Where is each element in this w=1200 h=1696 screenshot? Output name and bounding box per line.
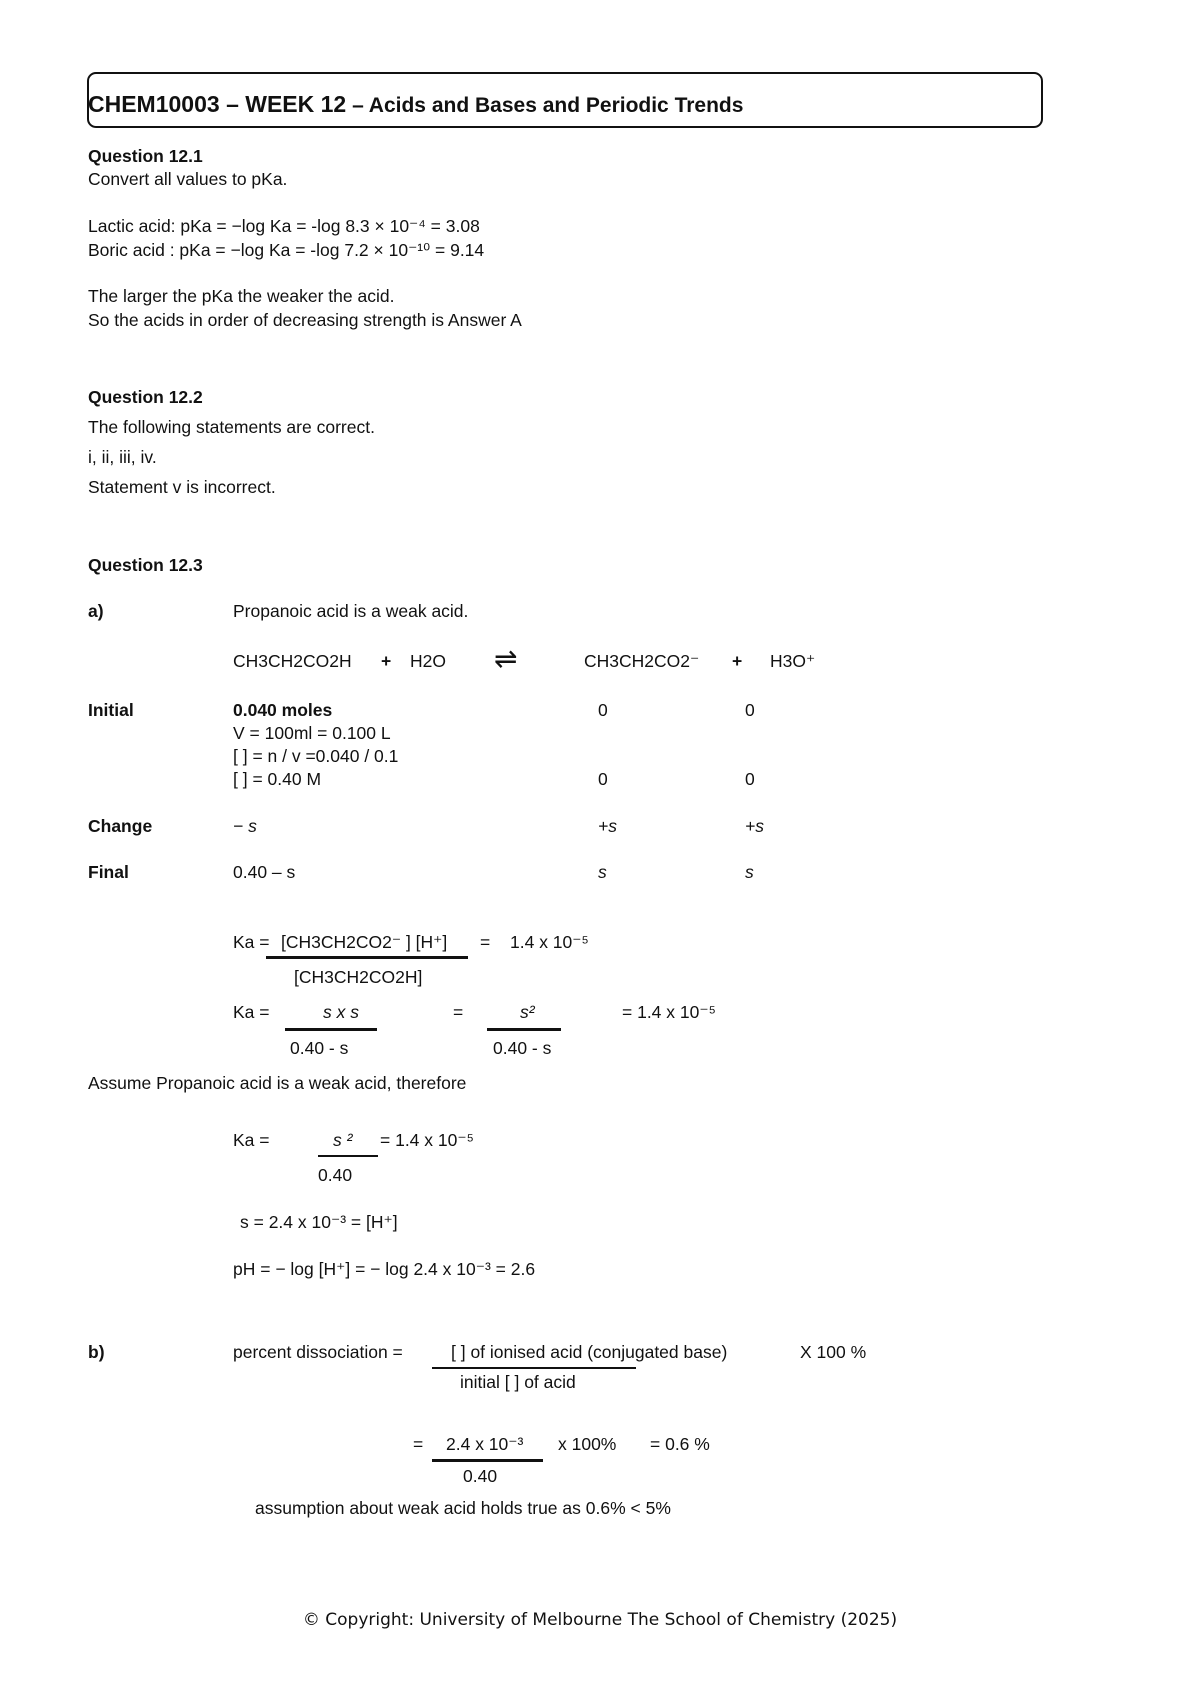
- ka2-equals: =: [453, 1002, 464, 1022]
- pd-numerator: [ ] of ionised acid (conjugated base): [451, 1342, 728, 1362]
- q1-line1: The larger the pKa the weaker the acid.: [88, 286, 395, 306]
- ka2-denominator: 0.40 - s: [290, 1038, 349, 1058]
- ice-final-label: Final: [88, 862, 129, 882]
- q2-line1: The following statements are correct.: [88, 417, 375, 437]
- equilibrium-arrow-icon: ⇌: [494, 643, 518, 674]
- pd-fraction-bar: [432, 1367, 636, 1369]
- plus-1: +: [381, 651, 392, 671]
- ka2-numerator: s x s: [323, 1002, 359, 1022]
- pd-denominator: initial [ ] of acid: [460, 1372, 576, 1392]
- ice-conc-product1: 0: [598, 769, 608, 789]
- ice-initial-label: Initial: [88, 700, 134, 720]
- pd-note: assumption about weak acid holds true as 0.6% < 5%: [255, 1498, 671, 1518]
- ka-fraction-bar: [266, 956, 468, 959]
- ka-numerator: [CH3CH2CO2⁻ ] [H⁺]: [281, 932, 448, 952]
- ice-volume: V = 100ml = 0.100 L: [233, 723, 391, 743]
- q1-intro: Convert all values to pKa.: [88, 169, 288, 189]
- s-result: s = 2.4 x 10⁻³ = [H⁺]: [240, 1212, 398, 1232]
- ice-final-product2: s: [745, 862, 754, 882]
- pd-times: X 100 %: [800, 1342, 867, 1362]
- plus-2: +: [732, 651, 743, 671]
- q3-b-label: b): [88, 1342, 105, 1362]
- reactant-propanoic-acid: CH3CH2CO2H: [233, 651, 352, 671]
- ka2-fraction-bar: [285, 1028, 377, 1031]
- approx-numerator: s ²: [333, 1130, 353, 1150]
- q2-line3: Statement v is incorrect.: [88, 477, 276, 497]
- approx-denominator: 0.40: [318, 1165, 353, 1185]
- q3-a-intro: Propanoic acid is a weak acid.: [233, 601, 469, 621]
- pd-equals: =: [413, 1434, 424, 1454]
- pd-result: = 0.6 %: [650, 1434, 710, 1454]
- approx-rhs: = 1.4 x 10⁻⁵: [380, 1130, 474, 1150]
- ice-moles: 0.040 moles: [233, 700, 333, 720]
- copyright-footer: © Copyright: University of Melbourne The School of Chemistry (2025): [302, 1610, 898, 1630]
- ka-value: 1.4 x 10⁻⁵: [510, 932, 589, 952]
- q1-line2: So the acids in order of decreasing strength is Answer A: [88, 310, 522, 330]
- ice-change-label: Change: [88, 816, 153, 836]
- q1-lactic: Lactic acid: pKa = −log Ka = -log 8.3 × 10⁻⁴ = 3.08: [88, 216, 480, 236]
- product-propanoate: CH3CH2CO2⁻: [584, 651, 700, 671]
- page-title: [88, 91, 743, 118]
- ka2-lhs: Ka =: [233, 1002, 270, 1022]
- q3-a-label: a): [88, 601, 104, 621]
- ice-final-acid: 0.40 – s: [233, 862, 296, 882]
- ice-final-product1: s: [598, 862, 607, 882]
- q2-line2: i, ii, iii, iv.: [88, 447, 157, 467]
- q2-heading: Question 12.2: [88, 387, 203, 407]
- product-hydronium: H3O⁺: [770, 651, 816, 671]
- ka-lhs: Ka =: [233, 932, 270, 952]
- ice-conc: [ ] = 0.40 M: [233, 769, 322, 789]
- q3-heading: Question 12.3: [88, 555, 203, 575]
- ka3-fraction-bar: [487, 1028, 561, 1031]
- approx-ka-lhs: Ka =: [233, 1130, 270, 1150]
- pd-value-numerator: 2.4 x 10⁻³: [446, 1434, 524, 1454]
- ice-change-acid: − s: [233, 816, 257, 836]
- pd-lhs: percent dissociation =: [233, 1342, 403, 1362]
- pd-value-fraction-bar: [432, 1459, 543, 1462]
- q1-boric: Boric acid : pKa = −log Ka = -log 7.2 × 10⁻¹⁰ = 9.14: [88, 240, 485, 260]
- ka2-value: = 1.4 x 10⁻⁵: [622, 1002, 716, 1022]
- ice-conc-calc: [ ] = n / v =0.040 / 0.1: [233, 746, 399, 766]
- ice-initial-product1: 0: [598, 700, 608, 720]
- ice-initial-product2: 0: [745, 700, 755, 720]
- ice-conc-product2: 0: [745, 769, 755, 789]
- ka-equals: =: [480, 932, 491, 952]
- approx-fraction-bar: [318, 1155, 378, 1157]
- pd-value-times: x 100%: [558, 1434, 617, 1454]
- ph-result: pH = − log [H⁺] = − log 2.4 x 10⁻³ = 2.6: [233, 1259, 536, 1279]
- reactant-water: H2O: [410, 651, 446, 671]
- ka3-denominator: 0.40 - s: [493, 1038, 552, 1058]
- ice-change-product2: +s: [745, 816, 764, 836]
- assume-line: Assume Propanoic acid is a weak acid, therefore: [88, 1073, 467, 1093]
- ice-change-product1: +s: [598, 816, 617, 836]
- ka-denominator: [CH3CH2CO2H]: [294, 967, 423, 987]
- title-sub: – Acids and Bases and Periodic Trends: [346, 94, 744, 117]
- pd-value-denominator: 0.40: [463, 1466, 498, 1486]
- q1-heading: Question 12.1: [88, 146, 203, 166]
- title-main: CHEM10003 – WEEK 12: [88, 91, 347, 117]
- ka2-s-squared: s²: [520, 1002, 535, 1022]
